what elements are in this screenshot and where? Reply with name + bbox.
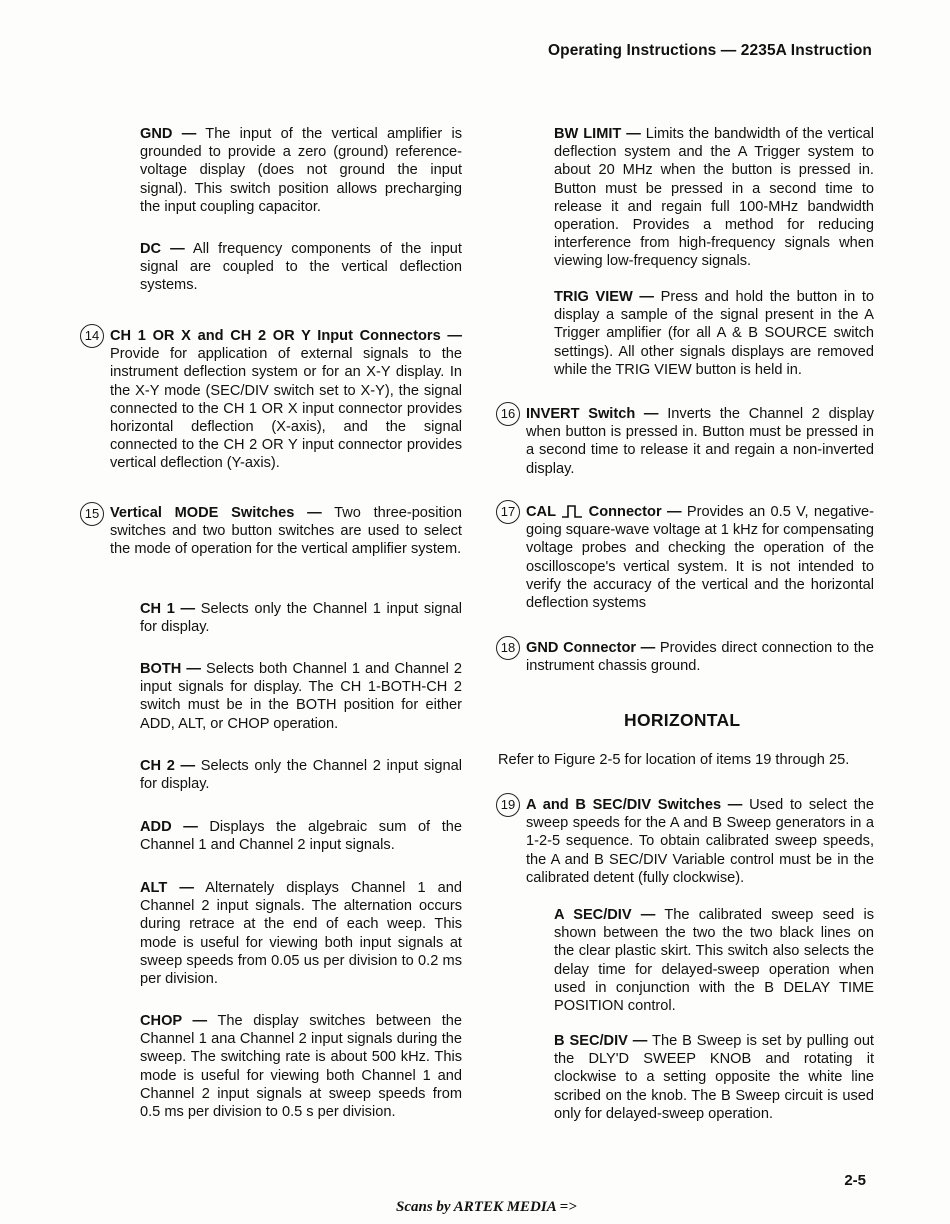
item-number-16: 16 [496, 402, 520, 426]
alt-paragraph: ALT — Alternately displays Channel 1 and Channel 2 input signals. The alternation occurs during retrace at the end of each weep. This mode is useful for viewing both input signals at sweep speeds from 0.05 us per division to 0.2 ms per division. [140, 880, 462, 988]
chop-paragraph: CHOP — The display switches between the Channel 1 ana Channel 2 input signals during the sweep. The switching rate is about 500 kHz. This mode is useful for viewing both Channel 1 and Channel 2 input signals at sweep speeds from 0.5 ms per division to 0.5 s per division. [140, 1013, 462, 1121]
item-15-paragraph: Vertical MODE Switches — Two three-position switches and two button switches are used to select the mode of operation for the vertical amplifier system. [110, 505, 462, 558]
trig-view-paragraph: TRIG VIEW — Press and hold the button in to display a sample of the signal present in the A Trigger amplifier (for all A & B SOURCE switch settings). All other signals displays are removed while the TRIG VIEW button is held in. [554, 289, 874, 378]
item-number-19: 19 [496, 793, 520, 817]
page-number: 2-5 [844, 1172, 866, 1189]
item-number-14: 14 [80, 324, 104, 348]
page-header: Operating Instructions — 2235A Instruction [547, 42, 872, 59]
gnd-paragraph: GND — The input of the vertical amplifier is grounded to provide a zero (ground) reference-voltage display (does not ground the input signal). This switch position allows precharging the input coupling capacitor. [140, 126, 462, 215]
add-paragraph: ADD — Displays the algebraic sum of the Channel 1 and Channel 2 input signals. [140, 819, 462, 854]
both-paragraph: BOTH — Selects both Channel 1 and Channel 2 input signals for display. The CH 1-BOTH-CH 2 switch must be in the BOTH position for either ADD, ALT, or CHOP operation. [140, 661, 462, 732]
horizontal-section-heading: HORIZONTAL [624, 710, 741, 730]
item-14-paragraph: CH 1 OR X and CH 2 OR Y Input Connectors — Provide for application of external signals to the instrument deflection system or for an X-Y display. In the X-Y mode (SEC/DIV switch set to X-Y), the signal connected to the CH 1 OR X input connector provides horizontal deflection (X-axis), and the signal connected to the CH 2 OR Y input connector provides vertical deflection (Y-axis). [110, 328, 462, 472]
refer-paragraph: Refer to Figure 2-5 for location of items 19 through 25. [498, 752, 850, 768]
dc-paragraph: DC — All frequency components of the input signal are coupled to the vertical deflection systems. [140, 241, 462, 294]
item-18-paragraph: GND Connector — Provides direct connection to the instrument chassis ground. [526, 640, 874, 675]
item-19-paragraph: A and B SEC/DIV Switches — Used to select the sweep speeds for the A and B Sweep generators in a 1-2-5 sequence. To obtain calibrated sweep speeds, the A and B SEC/DIV Variable control must be in the calibrated detent (fully clockwise). [526, 797, 874, 886]
item-16-paragraph: INVERT Switch — Inverts the Channel 2 display when button is pressed in. Button must be pressed in a second time to release it and regain a non-inverted display. [526, 406, 874, 477]
item-number-15: 15 [80, 502, 104, 526]
ch1-paragraph: CH 1 — Selects only the Channel 1 input signal for display. [140, 601, 462, 636]
item-number-18: 18 [496, 636, 520, 660]
ch2-paragraph: CH 2 — Selects only the Channel 2 input signal for display. [140, 758, 462, 793]
item-number-17: 17 [496, 500, 520, 524]
bw-limit-paragraph: BW LIMIT — Limits the bandwidth of the vertical deflection system and the A Trigger system to about 20 MHz when the button is pressed in. Button must be pressed in a second time to release it and regain full 100-MHz bandwidth operation. Provides a method for reducing interference from high-frequency signals when viewing low-frequency signals. [554, 126, 874, 270]
scan-credit-footer: Scans by ARTEK MEDIA => [396, 1199, 577, 1215]
b-sec-div-paragraph: B SEC/DIV — The B Sweep is set by pulling out the DLY'D SWEEP KNOB and rotating it clockwise to a setting opposite the white line scribed on the knob. The B Sweep circuit is used only for delayed-sweep operation. [554, 1033, 874, 1122]
a-sec-div-paragraph: A SEC/DIV — The calibrated sweep seed is shown between the two the two black lines on the clear plastic skirt. This switch also selects the delay time for delayed-sweep operation when used in conjunction with the B DELAY TIME POSITION control. [554, 907, 874, 1015]
item-17-paragraph: CAL Connector — Provides an 0.5 V, negative-going square-wave voltage at 1 kHz for compensating voltage probes and checking the operation of the oscilloscope's vertical system. It is not intended to verify the accuracy of the vertical and the horizontal deflection systems [526, 504, 875, 612]
square-wave-icon [561, 504, 583, 518]
